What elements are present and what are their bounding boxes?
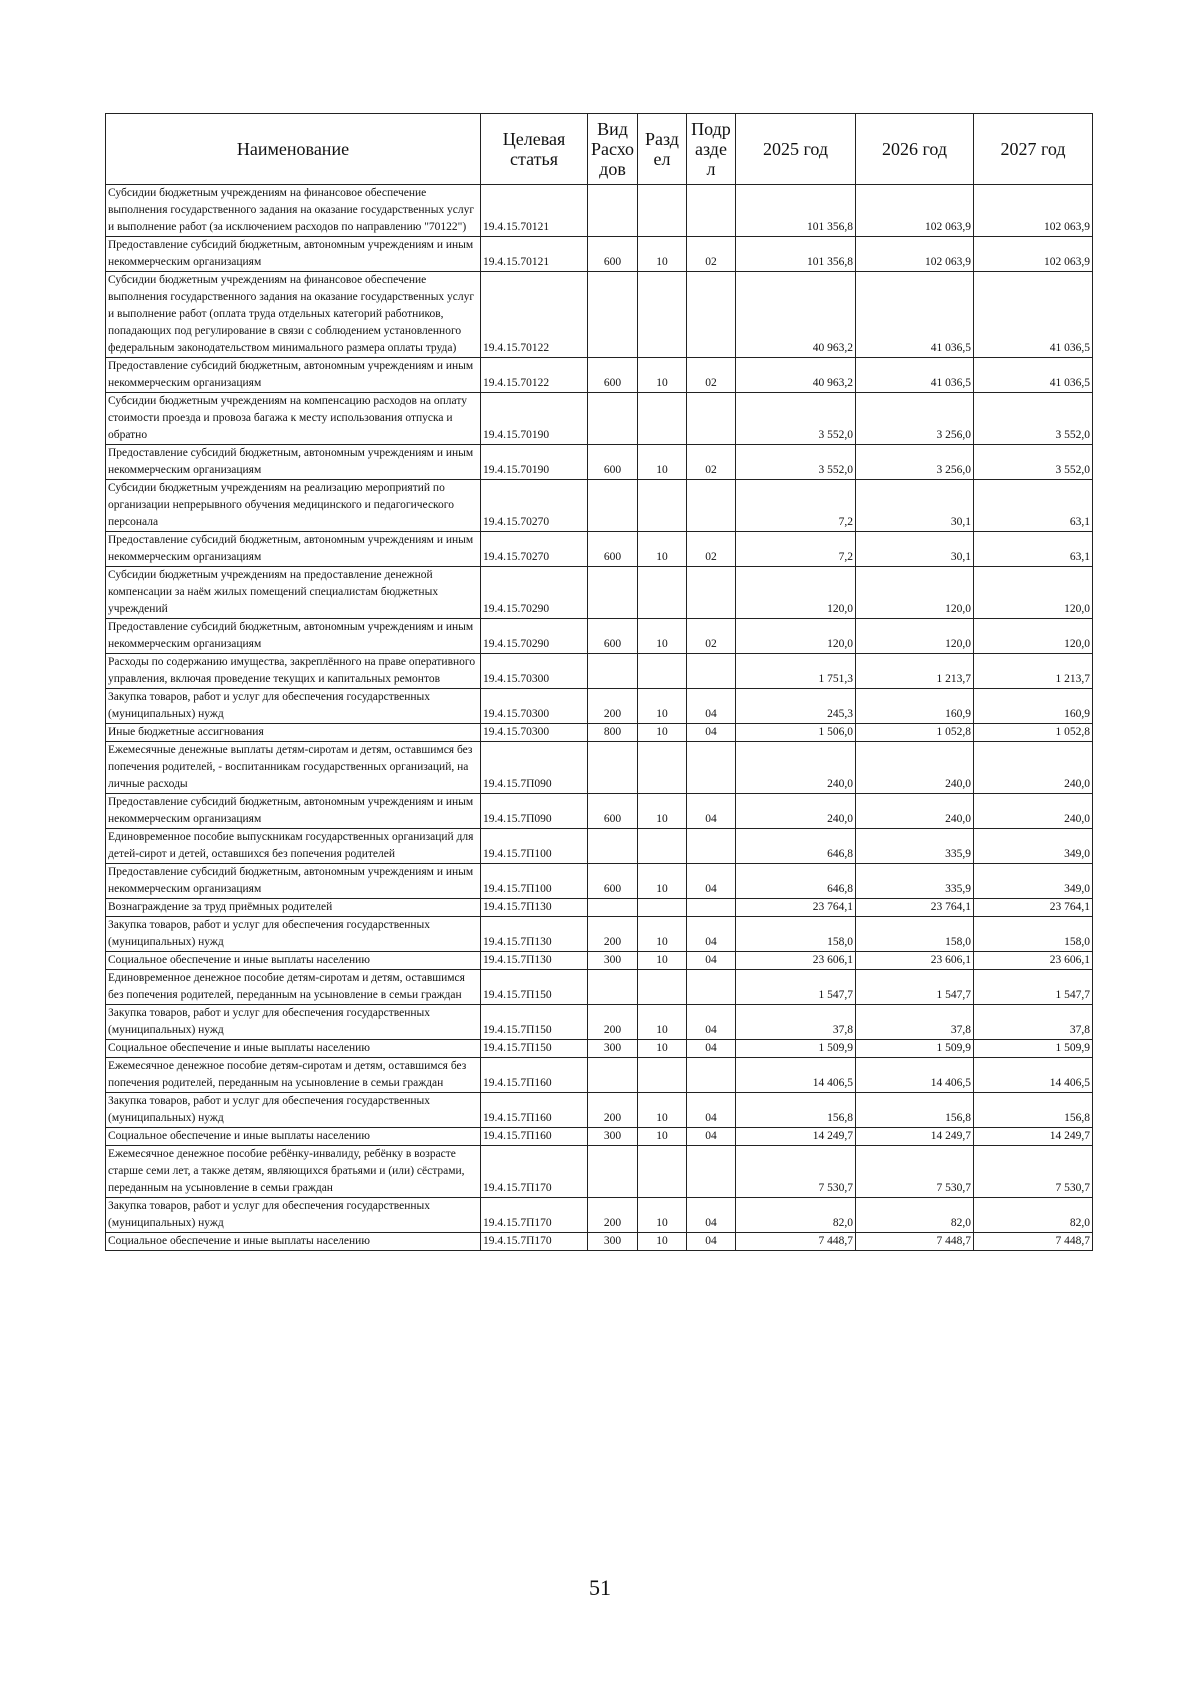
cell-year-2027: 240,0	[974, 742, 1093, 794]
cell-expense-type: 600	[588, 237, 638, 272]
cell-expense-type: 600	[588, 864, 638, 899]
cell-subsection: 04	[687, 1233, 736, 1251]
table-row	[106, 1233, 1093, 1251]
cell-year-2027: 14 406,5	[974, 1058, 1093, 1093]
cell-target-article: 19.4.15.70290	[481, 619, 588, 654]
cell-section	[638, 1058, 687, 1093]
cell-year-2027: 41 036,5	[974, 272, 1093, 358]
cell-expense-type: 600	[588, 358, 638, 393]
header-expense-type: Вид Расхо дов	[588, 114, 638, 185]
cell-name: Предоставление субсидий бюджетным, автономным учреждениям и иным некоммерческим организациям	[106, 864, 481, 899]
cell-section: 10	[638, 358, 687, 393]
cell-year-2027: 3 552,0	[974, 393, 1093, 445]
cell-year-2025: 1 751,3	[736, 654, 856, 689]
header-subsection: Подр азде л	[687, 114, 736, 185]
cell-year-2026: 120,0	[856, 619, 974, 654]
cell-section: 10	[638, 1040, 687, 1058]
cell-subsection: 04	[687, 1040, 736, 1058]
cell-year-2026: 240,0	[856, 794, 974, 829]
cell-target-article: 19.4.15.70121	[481, 185, 588, 237]
cell-section	[638, 899, 687, 917]
table-row	[106, 445, 1093, 480]
cell-target-article: 19.4.15.7П090	[481, 794, 588, 829]
cell-name: Единовременное пособие выпускникам государственных организаций для детей-сирот и детей, оставшихся без попечения родителей	[106, 829, 481, 864]
cell-expense-type: 200	[588, 1093, 638, 1128]
cell-subsection: 04	[687, 1128, 736, 1146]
cell-year-2027: 102 063,9	[974, 237, 1093, 272]
cell-subsection	[687, 654, 736, 689]
table-row	[106, 619, 1093, 654]
cell-expense-type: 600	[588, 619, 638, 654]
cell-target-article: 19.4.15.70270	[481, 480, 588, 532]
cell-year-2026: 102 063,9	[856, 185, 974, 237]
cell-expense-type	[588, 272, 638, 358]
cell-year-2026: 120,0	[856, 567, 974, 619]
cell-target-article: 19.4.15.70122	[481, 272, 588, 358]
cell-expense-type	[588, 185, 638, 237]
cell-year-2027: 1 509,9	[974, 1040, 1093, 1058]
cell-year-2027: 63,1	[974, 532, 1093, 567]
table-row	[106, 567, 1093, 619]
cell-name: Закупка товаров, работ и услуг для обеспечения государственных (муниципальных) нужд	[106, 917, 481, 952]
cell-expense-type: 300	[588, 1128, 638, 1146]
cell-target-article: 19.4.15.7П130	[481, 899, 588, 917]
cell-target-article: 19.4.15.7П150	[481, 1040, 588, 1058]
cell-name: Закупка товаров, работ и услуг для обеспечения государственных (муниципальных) нужд	[106, 1093, 481, 1128]
cell-target-article: 19.4.15.7П090	[481, 742, 588, 794]
cell-year-2025: 3 552,0	[736, 445, 856, 480]
cell-year-2026: 41 036,5	[856, 358, 974, 393]
cell-year-2027: 158,0	[974, 917, 1093, 952]
cell-subsection	[687, 1058, 736, 1093]
cell-section: 10	[638, 724, 687, 742]
cell-subsection	[687, 272, 736, 358]
cell-name: Предоставление субсидий бюджетным, автономным учреждениям и иным некоммерческим организациям	[106, 445, 481, 480]
header-year-2025: 2025 год	[736, 114, 856, 185]
cell-year-2026: 160,9	[856, 689, 974, 724]
cell-year-2026: 30,1	[856, 532, 974, 567]
cell-section: 10	[638, 619, 687, 654]
cell-year-2026: 3 256,0	[856, 393, 974, 445]
cell-target-article: 19.4.15.7П130	[481, 952, 588, 970]
cell-year-2027: 1 213,7	[974, 654, 1093, 689]
cell-section	[638, 654, 687, 689]
cell-name: Закупка товаров, работ и услуг для обеспечения государственных (муниципальных) нужд	[106, 689, 481, 724]
cell-year-2026: 102 063,9	[856, 237, 974, 272]
cell-subsection: 02	[687, 619, 736, 654]
cell-year-2026: 158,0	[856, 917, 974, 952]
cell-year-2025: 1 547,7	[736, 970, 856, 1005]
cell-section	[638, 970, 687, 1005]
table-row	[106, 724, 1093, 742]
cell-target-article: 19.4.15.70300	[481, 689, 588, 724]
cell-year-2027: 1 547,7	[974, 970, 1093, 1005]
cell-year-2026: 1 213,7	[856, 654, 974, 689]
cell-section: 10	[638, 1005, 687, 1040]
cell-section	[638, 272, 687, 358]
table-row	[106, 1093, 1093, 1128]
cell-subsection: 04	[687, 917, 736, 952]
cell-target-article: 19.4.15.7П150	[481, 970, 588, 1005]
cell-section	[638, 393, 687, 445]
cell-section: 10	[638, 689, 687, 724]
cell-year-2027: 120,0	[974, 567, 1093, 619]
cell-year-2027: 14 249,7	[974, 1128, 1093, 1146]
cell-section	[638, 1146, 687, 1198]
table-row	[106, 393, 1093, 445]
cell-year-2026: 82,0	[856, 1198, 974, 1233]
table-row	[106, 794, 1093, 829]
table-row	[106, 917, 1093, 952]
cell-year-2025: 1 506,0	[736, 724, 856, 742]
cell-subsection	[687, 899, 736, 917]
cell-name: Субсидии бюджетным учреждениям на предоставление денежной компенсации за наём жилых помещений специалистам бюджетных учреждений	[106, 567, 481, 619]
cell-target-article: 19.4.15.70270	[481, 532, 588, 567]
cell-year-2027: 240,0	[974, 794, 1093, 829]
cell-name: Субсидии бюджетным учреждениям на компенсацию расходов на оплату стоимости проезда и провоза багажа к месту использования отпуска и обратно	[106, 393, 481, 445]
cell-section: 10	[638, 1233, 687, 1251]
cell-year-2025: 23 764,1	[736, 899, 856, 917]
cell-year-2027: 7 530,7	[974, 1146, 1093, 1198]
cell-section: 10	[638, 1198, 687, 1233]
cell-expense-type	[588, 480, 638, 532]
cell-year-2027: 102 063,9	[974, 185, 1093, 237]
cell-target-article: 19.4.15.7П100	[481, 829, 588, 864]
cell-subsection	[687, 480, 736, 532]
cell-year-2025: 120,0	[736, 567, 856, 619]
cell-year-2025: 120,0	[736, 619, 856, 654]
table-row	[106, 1146, 1093, 1198]
cell-section: 10	[638, 794, 687, 829]
cell-target-article: 19.4.15.7П160	[481, 1128, 588, 1146]
cell-target-article: 19.4.15.7П100	[481, 864, 588, 899]
cell-year-2027: 156,8	[974, 1093, 1093, 1128]
cell-year-2025: 646,8	[736, 829, 856, 864]
table-row	[106, 864, 1093, 899]
cell-name: Предоставление субсидий бюджетным, автономным учреждениям и иным некоммерческим организациям	[106, 619, 481, 654]
cell-expense-type: 600	[588, 532, 638, 567]
cell-name: Ежемесячное денежное пособие детям-сиротам и детям, оставшимся без попечения родителей, переданным на усыновление в семьи граждан	[106, 1058, 481, 1093]
table-row	[106, 1198, 1093, 1233]
cell-year-2027: 349,0	[974, 864, 1093, 899]
cell-name: Закупка товаров, работ и услуг для обеспечения государственных (муниципальных) нужд	[106, 1198, 481, 1233]
cell-expense-type: 300	[588, 952, 638, 970]
cell-section: 10	[638, 952, 687, 970]
cell-name: Вознаграждение за труд приёмных родителей	[106, 899, 481, 917]
cell-year-2026: 1 509,9	[856, 1040, 974, 1058]
table-row	[106, 1058, 1093, 1093]
table-row	[106, 899, 1093, 917]
cell-year-2027: 120,0	[974, 619, 1093, 654]
table-row	[106, 480, 1093, 532]
cell-section: 10	[638, 917, 687, 952]
cell-target-article: 19.4.15.70300	[481, 724, 588, 742]
cell-year-2025: 14 249,7	[736, 1128, 856, 1146]
cell-section	[638, 567, 687, 619]
header-year-2027: 2027 год	[974, 114, 1093, 185]
cell-year-2025: 245,3	[736, 689, 856, 724]
cell-subsection: 04	[687, 724, 736, 742]
cell-name: Предоставление субсидий бюджетным, автономным учреждениям и иным некоммерческим организациям	[106, 237, 481, 272]
cell-expense-type	[588, 1146, 638, 1198]
header-section: Разд ел	[638, 114, 687, 185]
cell-year-2025: 7 530,7	[736, 1146, 856, 1198]
cell-section	[638, 185, 687, 237]
cell-section	[638, 829, 687, 864]
cell-year-2025: 156,8	[736, 1093, 856, 1128]
cell-expense-type: 600	[588, 794, 638, 829]
cell-expense-type	[588, 654, 638, 689]
table-row	[106, 237, 1093, 272]
cell-target-article: 19.4.15.70290	[481, 567, 588, 619]
table-row	[106, 689, 1093, 724]
cell-subsection: 04	[687, 952, 736, 970]
cell-year-2026: 23 764,1	[856, 899, 974, 917]
cell-target-article: 19.4.15.7П170	[481, 1198, 588, 1233]
cell-year-2025: 14 406,5	[736, 1058, 856, 1093]
table-row	[106, 185, 1093, 237]
cell-name: Субсидии бюджетным учреждениям на реализацию мероприятий по организации непрерывного обучения медицинского и педагогического персонала	[106, 480, 481, 532]
table-row	[106, 970, 1093, 1005]
cell-year-2025: 82,0	[736, 1198, 856, 1233]
cell-subsection: 04	[687, 1093, 736, 1128]
cell-year-2027: 23 606,1	[974, 952, 1093, 970]
table-body	[106, 185, 1093, 1251]
cell-expense-type	[588, 1058, 638, 1093]
cell-year-2025: 646,8	[736, 864, 856, 899]
cell-name: Предоставление субсидий бюджетным, автономным учреждениям и иным некоммерческим организациям	[106, 532, 481, 567]
table-row	[106, 1005, 1093, 1040]
cell-subsection: 02	[687, 237, 736, 272]
cell-name: Субсидии бюджетным учреждениям на финансовое обеспечение выполнения государственного задания на оказание государственных услуг и выполнение работ (оплата труда отдельных категорий работников, попадающих под регулирование в связи с соблюдением установленного федеральным законодательством минимального размера оплаты труда)	[106, 272, 481, 358]
cell-year-2026: 23 606,1	[856, 952, 974, 970]
cell-name: Иные бюджетные ассигнования	[106, 724, 481, 742]
cell-year-2027: 41 036,5	[974, 358, 1093, 393]
cell-expense-type: 200	[588, 917, 638, 952]
cell-year-2027: 160,9	[974, 689, 1093, 724]
cell-year-2025: 23 606,1	[736, 952, 856, 970]
cell-name: Расходы по содержанию имущества, закреплённого на праве оперативного управления, включая проведение текущих и капитальных ремонтов	[106, 654, 481, 689]
cell-subsection: 02	[687, 445, 736, 480]
table-row	[106, 532, 1093, 567]
cell-year-2026: 3 256,0	[856, 445, 974, 480]
cell-name: Ежемесячное денежное пособие ребёнку-инвалиду, ребёнку в возрасте старше семи лет, а также детям, являющихся братьями и (или) сёстрами, переданным на усыновление в семьи граждан	[106, 1146, 481, 1198]
cell-year-2026: 7 530,7	[856, 1146, 974, 1198]
cell-year-2025: 7,2	[736, 480, 856, 532]
cell-name: Субсидии бюджетным учреждениям на финансовое обеспечение выполнения государственного задания на оказание государственных услуг и выполнение работ (за исключением расходов по направлению "70122")	[106, 185, 481, 237]
cell-section	[638, 480, 687, 532]
table-row	[106, 829, 1093, 864]
table-row	[106, 272, 1093, 358]
cell-target-article: 19.4.15.7П160	[481, 1093, 588, 1128]
header-row	[106, 114, 1093, 185]
cell-section	[638, 742, 687, 794]
cell-subsection	[687, 829, 736, 864]
cell-expense-type	[588, 567, 638, 619]
cell-section: 10	[638, 1093, 687, 1128]
cell-subsection	[687, 970, 736, 1005]
cell-name: Закупка товаров, работ и услуг для обеспечения государственных (муниципальных) нужд	[106, 1005, 481, 1040]
cell-subsection: 04	[687, 794, 736, 829]
cell-target-article: 19.4.15.7П160	[481, 1058, 588, 1093]
cell-target-article: 19.4.15.70122	[481, 358, 588, 393]
cell-year-2025: 240,0	[736, 742, 856, 794]
table-row	[106, 1128, 1093, 1146]
cell-year-2025: 37,8	[736, 1005, 856, 1040]
cell-expense-type	[588, 742, 638, 794]
cell-year-2025: 101 356,8	[736, 237, 856, 272]
cell-year-2027: 37,8	[974, 1005, 1093, 1040]
cell-year-2026: 41 036,5	[856, 272, 974, 358]
budget-table	[105, 113, 1093, 1251]
cell-target-article: 19.4.15.7П150	[481, 1005, 588, 1040]
cell-expense-type	[588, 393, 638, 445]
table-row	[106, 952, 1093, 970]
cell-subsection: 02	[687, 532, 736, 567]
cell-year-2025: 7 448,7	[736, 1233, 856, 1251]
cell-year-2025: 240,0	[736, 794, 856, 829]
cell-subsection	[687, 742, 736, 794]
cell-year-2026: 7 448,7	[856, 1233, 974, 1251]
cell-year-2026: 14 406,5	[856, 1058, 974, 1093]
cell-name: Социальное обеспечение и иные выплаты населению	[106, 1040, 481, 1058]
cell-section: 10	[638, 237, 687, 272]
cell-expense-type: 200	[588, 1005, 638, 1040]
cell-name: Социальное обеспечение и иные выплаты населению	[106, 952, 481, 970]
cell-year-2026: 335,9	[856, 864, 974, 899]
cell-target-article: 19.4.15.7П170	[481, 1146, 588, 1198]
cell-section: 10	[638, 864, 687, 899]
cell-subsection: 02	[687, 358, 736, 393]
header-target-article: Целевая статья	[481, 114, 588, 185]
cell-name: Предоставление субсидий бюджетным, автономным учреждениям и иным некоммерческим организациям	[106, 794, 481, 829]
cell-year-2026: 1 547,7	[856, 970, 974, 1005]
cell-year-2027: 63,1	[974, 480, 1093, 532]
cell-year-2026: 156,8	[856, 1093, 974, 1128]
cell-name: Предоставление субсидий бюджетным, автономным учреждениям и иным некоммерческим организациям	[106, 358, 481, 393]
cell-year-2026: 30,1	[856, 480, 974, 532]
table-row	[106, 1040, 1093, 1058]
cell-expense-type: 200	[588, 689, 638, 724]
cell-year-2027: 7 448,7	[974, 1233, 1093, 1251]
table-row	[106, 742, 1093, 794]
cell-expense-type: 200	[588, 1198, 638, 1233]
header-name: Наименование	[106, 114, 481, 185]
cell-year-2025: 1 509,9	[736, 1040, 856, 1058]
cell-subsection: 04	[687, 689, 736, 724]
cell-year-2026: 335,9	[856, 829, 974, 864]
cell-year-2025: 40 963,2	[736, 358, 856, 393]
cell-year-2026: 37,8	[856, 1005, 974, 1040]
cell-year-2026: 1 052,8	[856, 724, 974, 742]
cell-year-2027: 3 552,0	[974, 445, 1093, 480]
cell-target-article: 19.4.15.70300	[481, 654, 588, 689]
table-row	[106, 654, 1093, 689]
cell-subsection: 04	[687, 864, 736, 899]
cell-subsection	[687, 185, 736, 237]
cell-subsection: 04	[687, 1005, 736, 1040]
cell-year-2027: 1 052,8	[974, 724, 1093, 742]
cell-target-article: 19.4.15.7П170	[481, 1233, 588, 1251]
cell-year-2025: 3 552,0	[736, 393, 856, 445]
cell-expense-type	[588, 899, 638, 917]
cell-year-2025: 40 963,2	[736, 272, 856, 358]
cell-expense-type: 300	[588, 1040, 638, 1058]
cell-year-2025: 7,2	[736, 532, 856, 567]
cell-name: Социальное обеспечение и иные выплаты населению	[106, 1128, 481, 1146]
cell-target-article: 19.4.15.70121	[481, 237, 588, 272]
header-year-2026: 2026 год	[856, 114, 974, 185]
cell-expense-type	[588, 829, 638, 864]
table-row	[106, 358, 1093, 393]
cell-name: Единовременное денежное пособие детям-сиротам и детям, оставшимся без попечения родителей, переданным на усыновление в семьи граждан	[106, 970, 481, 1005]
cell-subsection	[687, 393, 736, 445]
cell-subsection	[687, 1146, 736, 1198]
cell-year-2027: 23 764,1	[974, 899, 1093, 917]
cell-name: Социальное обеспечение и иные выплаты населению	[106, 1233, 481, 1251]
cell-section: 10	[638, 1128, 687, 1146]
cell-expense-type: 800	[588, 724, 638, 742]
cell-target-article: 19.4.15.7П130	[481, 917, 588, 952]
cell-section: 10	[638, 445, 687, 480]
cell-name: Ежемесячные денежные выплаты детям-сиротам и детям, оставшимся без попечения родителей, - воспитанникам государственных организаций, на личные расходы	[106, 742, 481, 794]
cell-year-2027: 82,0	[974, 1198, 1093, 1233]
cell-expense-type: 300	[588, 1233, 638, 1251]
cell-section: 10	[638, 532, 687, 567]
cell-year-2025: 101 356,8	[736, 185, 856, 237]
cell-year-2027: 349,0	[974, 829, 1093, 864]
cell-year-2025: 158,0	[736, 917, 856, 952]
cell-subsection: 04	[687, 1198, 736, 1233]
cell-year-2026: 240,0	[856, 742, 974, 794]
cell-subsection	[687, 567, 736, 619]
cell-target-article: 19.4.15.70190	[481, 445, 588, 480]
page-number: 51	[589, 1575, 611, 1600]
cell-expense-type: 600	[588, 445, 638, 480]
cell-expense-type	[588, 970, 638, 1005]
cell-year-2026: 14 249,7	[856, 1128, 974, 1146]
cell-target-article: 19.4.15.70190	[481, 393, 588, 445]
